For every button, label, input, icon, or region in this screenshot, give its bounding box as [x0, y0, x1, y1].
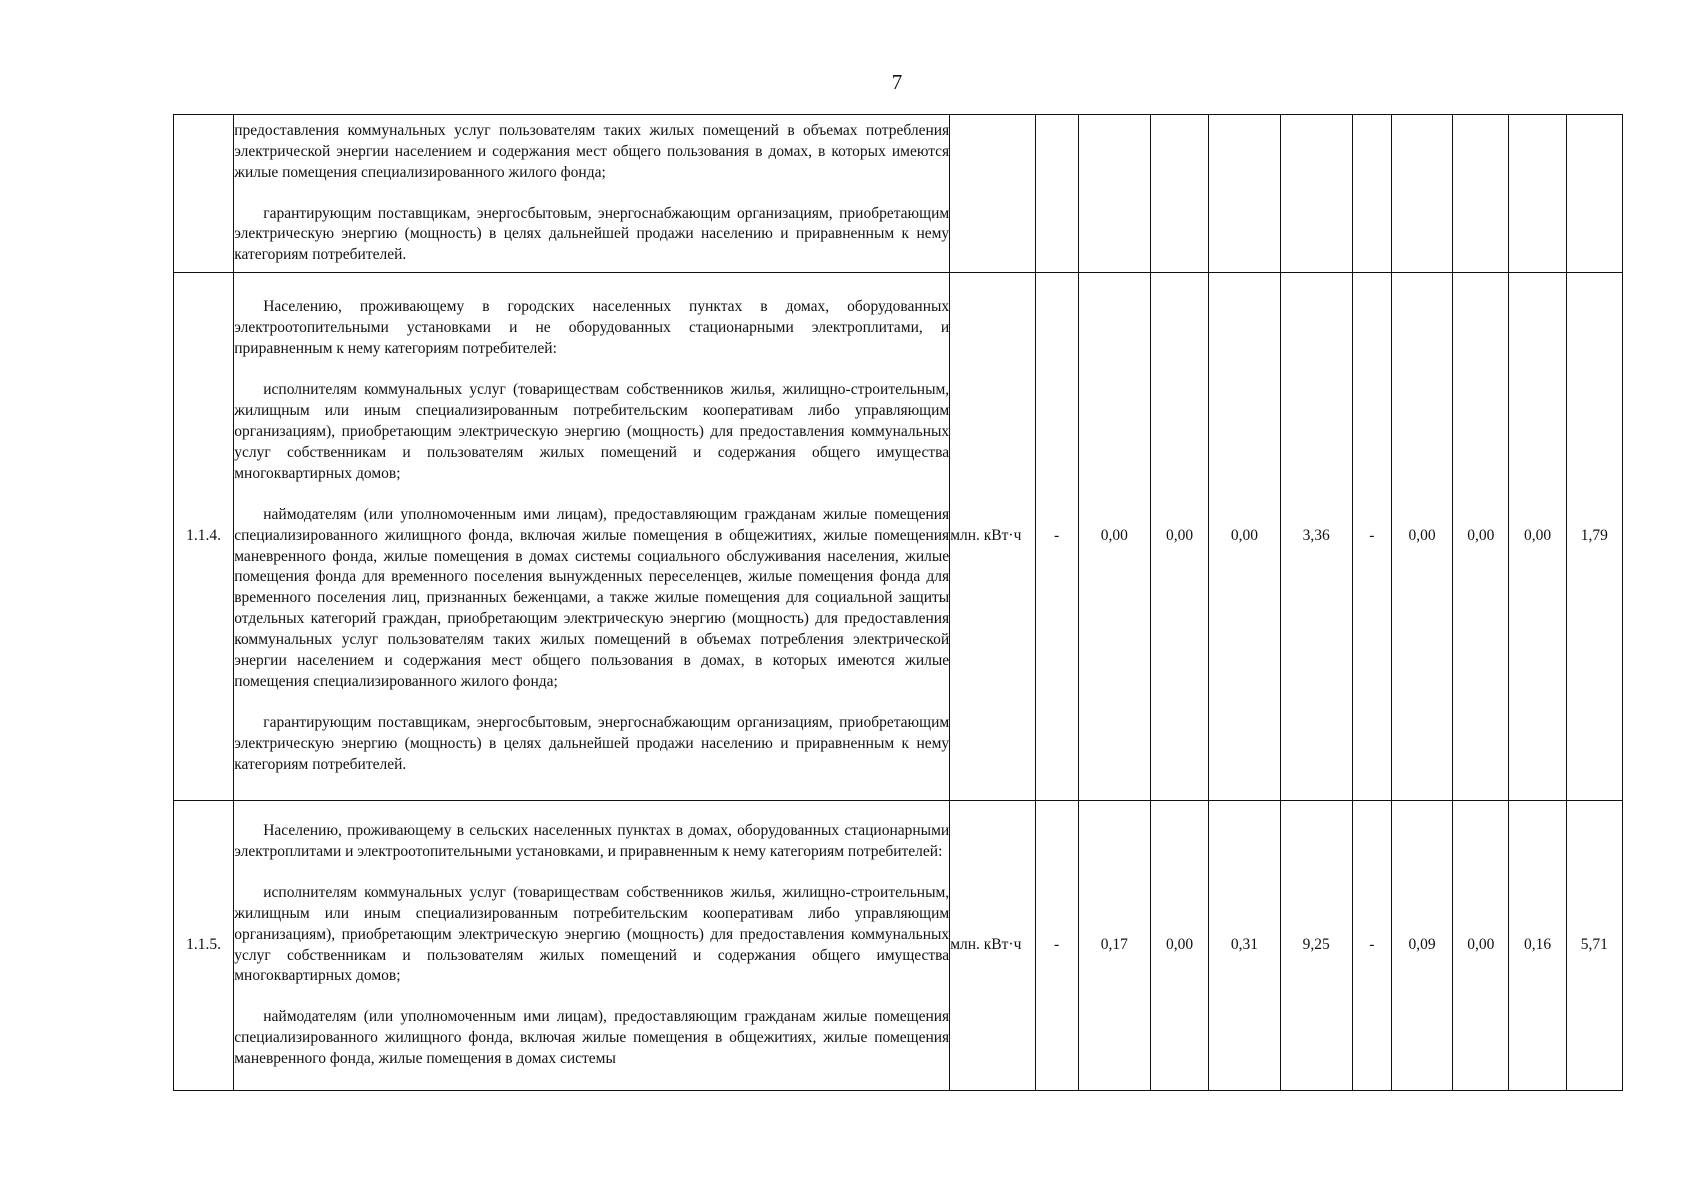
table-row	[174, 273, 1623, 801]
value-cell: 5,71	[1566, 801, 1622, 1091]
value-cell	[1078, 115, 1150, 273]
description-paragraph: Населению, проживающему в сельских населенных пунктах в домах, оборудованных стационарными электроплитами и электроотопительными установками, и приравненным к нему категориям потребителей:	[234, 821, 950, 860]
unit-cell	[950, 115, 1035, 273]
description-paragraph: предоставления коммунальных услуг пользователям таких жилых помещений в объемах потребления электрической энергии населением и содержания мест общего пользования в домах, в которых имеются жилые помещения специализированного жилого фонда;	[234, 121, 950, 181]
value-cell: 9,25	[1280, 801, 1352, 1091]
value-cell	[1209, 115, 1280, 273]
value-cell	[1151, 115, 1209, 273]
value-cell: 0,00	[1453, 273, 1509, 801]
value-cell	[1391, 115, 1452, 273]
value-cell: -	[1352, 801, 1391, 1091]
value-cell	[1035, 115, 1078, 273]
row-number	[174, 115, 234, 273]
value-cell: 0,00	[1209, 273, 1280, 801]
value-cell	[1566, 115, 1622, 273]
row-number: 1.1.5.	[174, 801, 234, 1091]
value-cell: 0,00	[1453, 801, 1509, 1091]
unit-cell: млн. кВт·ч	[950, 273, 1035, 801]
value-cell: -	[1035, 801, 1078, 1091]
table-row	[174, 801, 1623, 1091]
row-description	[234, 273, 950, 801]
value-cell	[1352, 115, 1391, 273]
page-number: 7	[891, 70, 903, 94]
value-cell: 0,00	[1391, 273, 1452, 801]
value-cell: 0,00	[1151, 801, 1209, 1091]
value-cell	[1509, 115, 1566, 273]
description-paragraph: гарантирующим поставщикам, энергосбытовым, энергоснабжающим организациям, приобретающим электрическую энергию (мощность) в целях дальнейшей продажи населению и приравненным к нему категориям потребителей.	[234, 713, 950, 773]
tariff-volume-table	[173, 114, 1623, 1091]
description-paragraph: наймодателям (или уполномоченным ими лицам), предоставляющим гражданам жилые помещения специализированного жилищного фонда, включая жилые помещения в общежитиях, жилые помещения маневренного фонда, жилые помещения в домах системы	[234, 1008, 950, 1068]
value-cell	[1280, 115, 1352, 273]
row-description	[234, 115, 950, 273]
value-cell: 3,36	[1280, 273, 1352, 801]
value-cell: 0,17	[1078, 801, 1150, 1091]
value-cell: 0,31	[1209, 801, 1280, 1091]
row-description	[234, 801, 950, 1091]
value-cell: 0,16	[1509, 801, 1566, 1091]
value-cell: 0,00	[1509, 273, 1566, 801]
value-cell: 0,00	[1151, 273, 1209, 801]
value-cell: -	[1352, 273, 1391, 801]
description-paragraph: исполнителям коммунальных услуг (товариществам собственников жилья, жилищно-строительным, жилищным или иным специализированным потребительским кооперативам либо управляющим организациям), приобретающим электрическую энергию (мощность) для предоставления коммунальных услуг собственникам и пользователям жилых помещений и содержания общего имущества многоквартирных домов;	[234, 883, 950, 985]
description-paragraph: Населению, проживающему в городских населенных пунктах в домах, оборудованных электроотопительными установками и не оборудованных стационарными электроплитами, и приравненным к нему категориям потребителей:	[234, 298, 950, 358]
description-paragraph: исполнителям коммунальных услуг (товариществам собственников жилья, жилищно-строительным, жилищным или иным специализированным потребительским кооперативам либо управляющим организациям), приобретающим электрическую энергию (мощность) для предоставления коммунальных услуг собственникам и пользователям жилых помещений и содержания общего имущества многоквартирных домов;	[234, 381, 950, 482]
row-number: 1.1.4.	[174, 273, 234, 801]
description-paragraph: гарантирующим поставщикам, энергосбытовым, энергоснабжающим организациям, приобретающим электрическую энергию (мощность) в целях дальнейшей продажи населению и приравненным к нему категориям потребителей.	[234, 204, 950, 264]
value-cell: 1,79	[1566, 273, 1622, 801]
value-cell: 0,09	[1391, 801, 1452, 1091]
description-paragraph: наймодателям (или уполномоченным ими лицам), предоставляющим гражданам жилые помещения специализированного жилищного фонда, включая жилые помещения в общежитиях, жилые помещения маневренного фонда, жилые помещения в домах системы социального обслуживания населения, жилые помещения фонда для временного поселения вынужденных переселенцев, жилые помещения фонда для временного поселения лиц, признанных беженцами, а также жилые помещения для социальной защиты отдельных категорий граждан, приобретающим электрическую энергию (мощность) для предоставления коммунальных услуг пользователям таких жилых помещений в объемах потребления электрической энергии населением и содержания мест общего пользования в домах, в которых имеются жилые помещения специализированного жилого фонда;	[234, 505, 950, 690]
value-cell	[1453, 115, 1509, 273]
unit-cell: млн. кВт·ч	[950, 801, 1035, 1091]
value-cell: -	[1035, 273, 1078, 801]
table-row	[174, 115, 1623, 273]
value-cell: 0,00	[1078, 273, 1150, 801]
